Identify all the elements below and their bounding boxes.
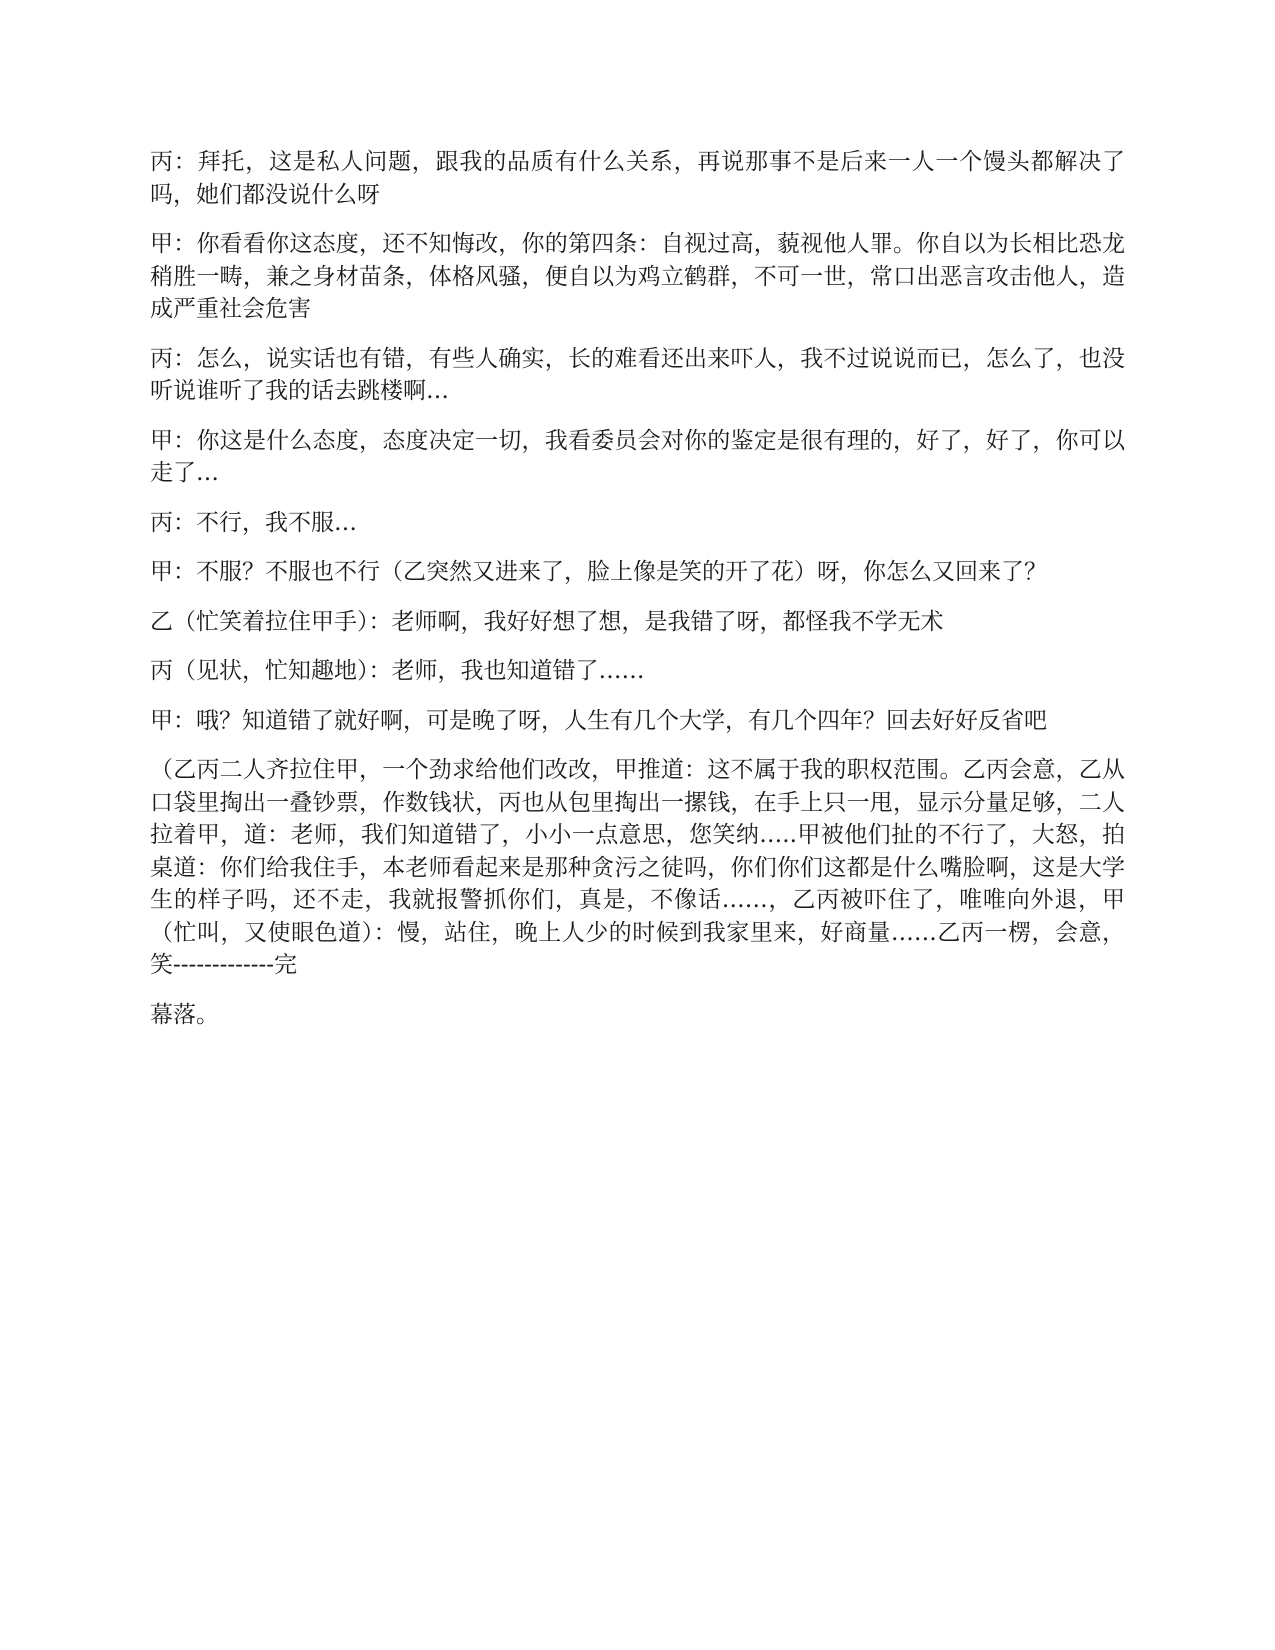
- dialogue-paragraph-2: 甲：你看看你这态度，还不知悔改，你的第四条：自视过高，藐视他人罪。你自以为长相比恐龙稍胜一畴，兼之身材苗条，体格风骚，便自以为鸡立鹤群，不可一世，常口出恶言攻击他人，造成严重社会危害: [150, 231, 1125, 322]
- dialogue-paragraph-3: 丙：怎么，说实话也有错，有些人确实，长的难看还出来吓人，我不过说说而已，怎么了，也没听说谁听了我的话去跳楼啊…: [150, 345, 1125, 404]
- stage-direction-paragraph: （乙丙二人齐拉住甲，一个劲求给他们改改，甲推道：这不属于我的职权范围。乙丙会意，乙从口袋里掏出一叠钞票，作数钱状，丙也从包里掏出一摞钱，在手上只一甩，显示分量足够，二人拉着甲，道：老师，我们知道错了，小小一点意思，您笑纳…..甲被他们扯的不行了，大怒，拍桌道：你们给我住手，本老师看起来是那种贪污之徒吗，你们你们这都是什么嘴脸啊，这是大学生的样子吗，还不走，我就报警抓你们，真是，不像话……，乙丙被吓住了，唯唯向外退，甲（忙叫，又使眼色道）：慢，站住，晚上人少的时候到我家里来，好商量……乙丙一楞，会意，笑-------------完: [150, 757, 1125, 978]
- dialogue-paragraph-7: 乙（忙笑着拉住甲手）：老师啊，我好好想了想，是我错了呀，都怪我不学无术: [150, 608, 944, 635]
- dialogue-paragraph-9: 甲：哦？知道错了就好啊，可是晚了呀，人生有几个大学，有几个四年？回去好好反省吧: [150, 707, 1047, 734]
- curtain-falls-line: 幕落。: [150, 1001, 219, 1028]
- dialogue-paragraph-8: 丙（见状，忙知趣地）：老师，我也知道错了……: [150, 658, 645, 684]
- dialogue-paragraph-5: 丙：不行，我不服…: [150, 509, 357, 536]
- dialogue-paragraph-4: 甲：你这是什么态度，态度决定一切，我看委员会对你的鉴定是很有理的，好了，好了，你可以走了…: [150, 427, 1125, 486]
- dialogue-paragraph-1: 丙：拜托，这是私人问题，跟我的品质有什么关系，再说那事不是后来一人一个馒头都解决了吗，她们都没说什么呀: [150, 149, 1125, 208]
- dialogue-paragraph-6: 甲：不服？不服也不行（乙突然又进来了，脸上像是笑的开了花）呀，你怎么又回来了？: [150, 559, 1047, 585]
- document-body: [150, 146, 1125, 1048]
